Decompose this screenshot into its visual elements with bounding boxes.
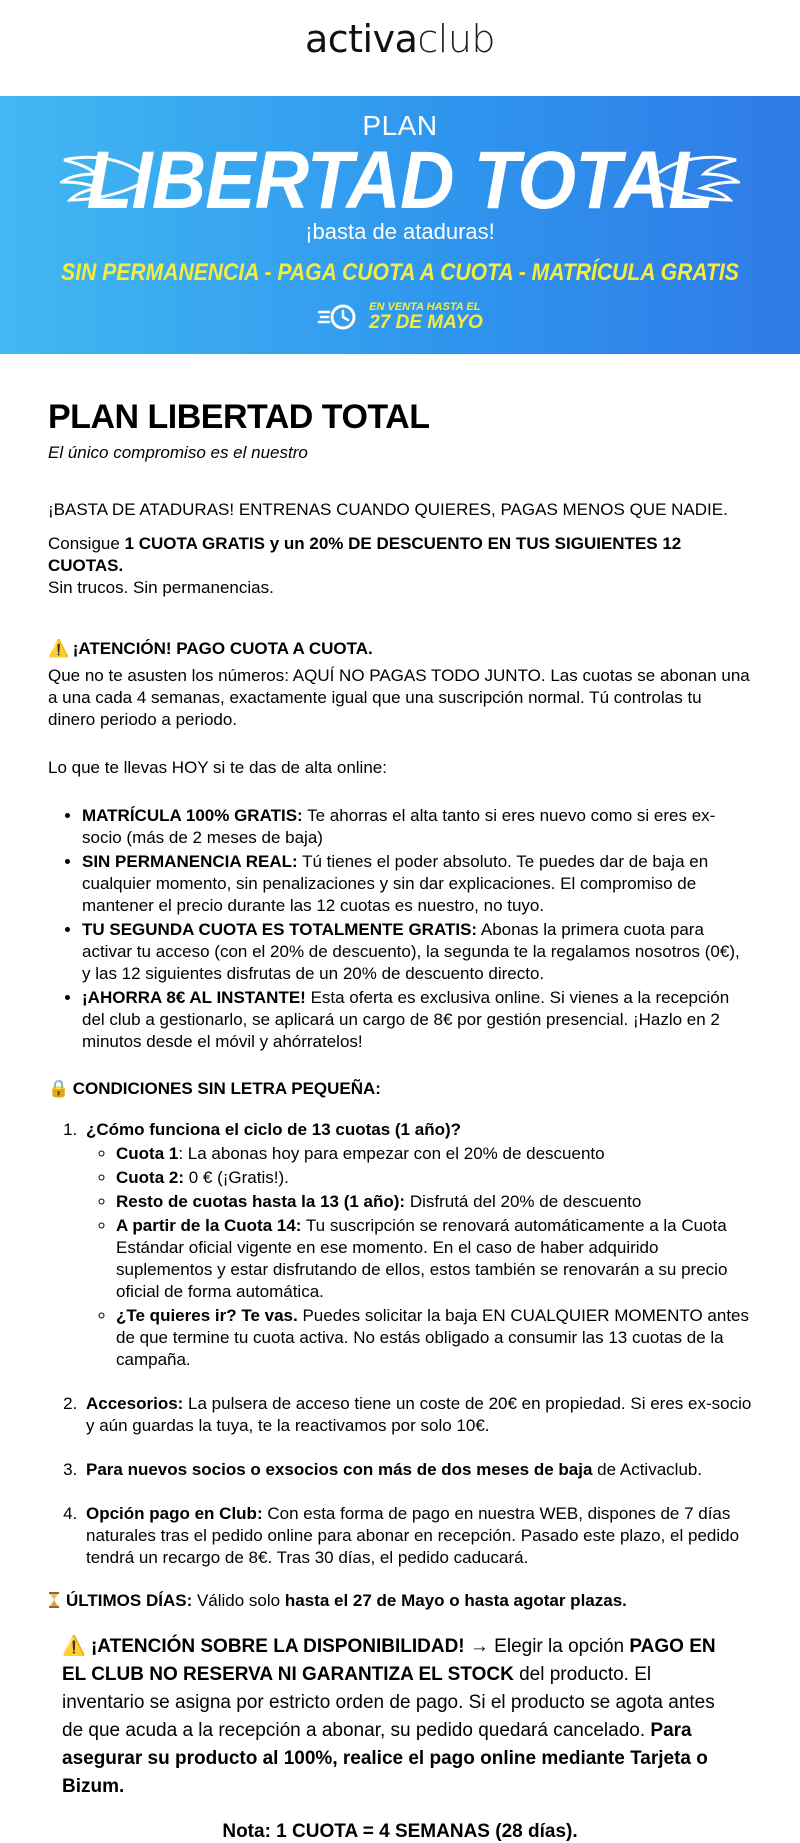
banner-plan-label: PLAN	[362, 110, 438, 141]
club-payment-text: Con esta forma de pago en nuestra WEB, dispones de 7 días naturales tras el pedido online para abonar en recepción. Pasado este plazo, el pedido tendrá un recargo de 8€. Tras 30 días, el pedido caducará.	[86, 1504, 740, 1567]
condition-item	[82, 1119, 752, 1371]
cycle-item	[116, 1143, 752, 1165]
logo-light: club	[417, 17, 496, 61]
availability-bold1: ¡ATENCIÓN SOBRE LA DISPONIBILIDAD!	[90, 1636, 465, 1657]
sale-line1: EN VENTA HASTA EL	[369, 301, 481, 313]
last-days-bold: ÚLTIMOS DÍAS:	[66, 1591, 193, 1610]
logo-bold: activa	[304, 17, 418, 61]
availability-notice	[48, 1633, 752, 1801]
main-content	[0, 354, 800, 1843]
last-days-notice	[48, 1591, 752, 1611]
cycle-text: Tu suscripción se renovará automáticamente a la Cuota Estándar oficial vigente en ese momento. En el caso de haber adquirido suplementos y estar disfrutando de ellos, estos también se renovarán a su precio oficial de forma automática.	[116, 1216, 728, 1301]
intro-offer	[48, 533, 752, 599]
accessories-text: La pulsera de acceso tiene un coste de 20€ en propiedad. Si eres ex-socio y aún guardas la tuya, te la reactivamos por solo 10€.	[86, 1394, 752, 1435]
availability-bold2: PAGO EN EL CLUB NO RESERVA NI GARANTIZA EL STOCK	[62, 1636, 716, 1685]
hourglass-icon	[48, 1592, 60, 1608]
accessories-bold: Accesorios:	[86, 1394, 184, 1413]
banner-subtitle: ¡basta de ataduras!	[305, 219, 495, 244]
benefit-text: Te ahorras el alta tanto si eres nuevo como si eres ex-socio (más de 2 meses de baja)	[82, 806, 716, 847]
benefits-lead: Lo que te llevas HOY si te das de alta online:	[48, 758, 387, 777]
condition-item	[82, 1503, 752, 1569]
warning-title: ¡ATENCIÓN! PAGO CUOTA A CUOTA.	[72, 639, 373, 658]
availability-text1: → Elegir la opción	[464, 1636, 630, 1657]
banner-slogan: SIN PERMANENCIA - PAGA CUOTA A CUOTA - MATRÍCULA GRATIS	[61, 259, 739, 286]
promo-banner	[0, 96, 800, 354]
availability-warning-icon: ⚠️	[62, 1636, 86, 1657]
benefit-bold: TU SEGUNDA CUOTA ES TOTALMENTE GRATIS:	[82, 920, 478, 939]
cycle-bold: Cuota 2:	[116, 1168, 184, 1187]
last-days-text: Válido solo	[192, 1591, 285, 1610]
intro-offer-post: Sin trucos. Sin permanencias.	[48, 578, 274, 597]
activaclub-logo[interactable]	[305, 17, 495, 61]
cycle-text: 0 € (¡Gratis!).	[184, 1168, 289, 1187]
cycle-sublist	[86, 1143, 752, 1371]
sale-line2: 27 DE MAYO	[369, 312, 483, 333]
intro-headline: ¡BASTA DE ATADURAS! ENTRENAS CUANDO QUIERES, PAGAS MENOS QUE NADIE.	[48, 500, 728, 519]
cycle-text: : La abonas hoy para empezar con el 20% de descuento	[178, 1144, 605, 1163]
benefit-text: Abonas la primera cuota para activar tu acceso (con el 20% de descuento), la segunda te la regalamos nosotros (0€), y las 12 siguientes disfrutas de un 20% de descuento directo.	[82, 920, 740, 983]
benefit-text: Tú tienes el poder absoluto. Te puedes dar de baja en cualquier momento, sin penalizaciones y sin dar explicaciones. El compromiso de mantener el precio durante las 12 cuotas es nuestro, no tuyo.	[82, 852, 709, 915]
condition-item	[82, 1393, 752, 1437]
cycle-title: ¿Cómo funciona el ciclo de 13 cuotas (1 año)?	[86, 1120, 462, 1139]
benefit-bold: SIN PERMANENCIA REAL:	[82, 852, 298, 871]
benefit-item	[82, 851, 752, 917]
new-members-bold: Para nuevos socios o exsocios con más de dos meses de baja	[86, 1460, 593, 1479]
warning-text: Que no te asusten los números: AQUÍ NO PAGAS TODO JUNTO. Las cuotas se abonan una a una cada 4 semanas, exactamente igual que una suscripción normal. Tú controlas tu dinero periodo a periodo.	[48, 666, 750, 729]
lock-icon: 🔒	[48, 1079, 70, 1098]
cycle-bold: Resto de cuotas hasta la 13 (1 año):	[116, 1192, 406, 1211]
benefit-item	[82, 987, 752, 1053]
cycle-item	[116, 1305, 752, 1371]
benefit-item	[82, 805, 752, 849]
availability-text2: del producto. El inventario se asigna por estricto orden de pago. Si el producto se agota antes de que acuda a la recepción a abonar, su pedido quedará cancelado.	[62, 1664, 715, 1741]
cycle-text: Disfrutá del 20% de descuento	[405, 1192, 642, 1211]
cycle-text: Puedes solicitar la baja EN CUALQUIER MOMENTO antes de que termine tu cuota activa. No estás obligado a consumir las 13 cuotas de la campaña.	[116, 1306, 750, 1369]
cycle-bold: ¿Te quieres ir? Te vas.	[116, 1306, 298, 1325]
cycle-item	[116, 1215, 752, 1303]
availability-bold3: Para asegurar su producto al 100%, realice el pago online mediante Tarjeta o Bizum.	[62, 1720, 708, 1797]
fast-clock-icon	[317, 302, 361, 332]
benefit-bold: ¡AHORRA 8€ AL INSTANTE!	[82, 988, 306, 1007]
cycle-item	[116, 1167, 752, 1189]
cycle-item	[116, 1191, 752, 1213]
benefit-item	[82, 919, 752, 985]
conditions-title: CONDICIONES SIN LETRA PEQUEÑA:	[72, 1079, 381, 1098]
cycle-bold: A partir de la Cuota 14:	[116, 1216, 302, 1235]
conditions-list	[48, 1119, 752, 1569]
warning-icon: ⚠️	[48, 639, 70, 658]
intro-offer-bold: 1 CUOTA GRATIS y un 20% DE DESCUENTO EN TUS SIGUIENTES 12 CUOTAS.	[48, 534, 682, 575]
cuota-note: Nota: 1 CUOTA = 4 SEMANAS (28 días).	[222, 1821, 578, 1842]
sale-deadline	[0, 302, 800, 332]
club-payment-bold: Opción pago en Club:	[86, 1504, 263, 1523]
banner-title: LIBERTAD TOTAL	[86, 135, 714, 226]
benefit-text: Esta oferta es exclusiva online. Si vienes a la recepción del club a gestionarlo, se aplicará un cargo de 8€ por gestión presencial. ¡Hazlo en 2 minutos desde el móvil y ahórratelos!	[82, 988, 730, 1051]
site-header	[0, 0, 800, 96]
intro-offer-pre: Consigue	[48, 534, 125, 553]
conditions-heading	[48, 1079, 752, 1099]
tagline: El único compromiso es el nuestro	[48, 443, 308, 462]
cycle-bold: Cuota 1	[116, 1144, 179, 1163]
last-days-bold2: hasta el 27 de Mayo o hasta agotar plazas.	[284, 1591, 627, 1610]
warning-heading	[48, 639, 752, 659]
page-title: PLAN LIBERTAD TOTAL	[48, 398, 430, 436]
benefit-bold: MATRÍCULA 100% GRATIS:	[82, 806, 303, 825]
condition-item	[82, 1459, 752, 1481]
benefits-list	[48, 805, 752, 1053]
new-members-text: de Activaclub.	[592, 1460, 703, 1479]
